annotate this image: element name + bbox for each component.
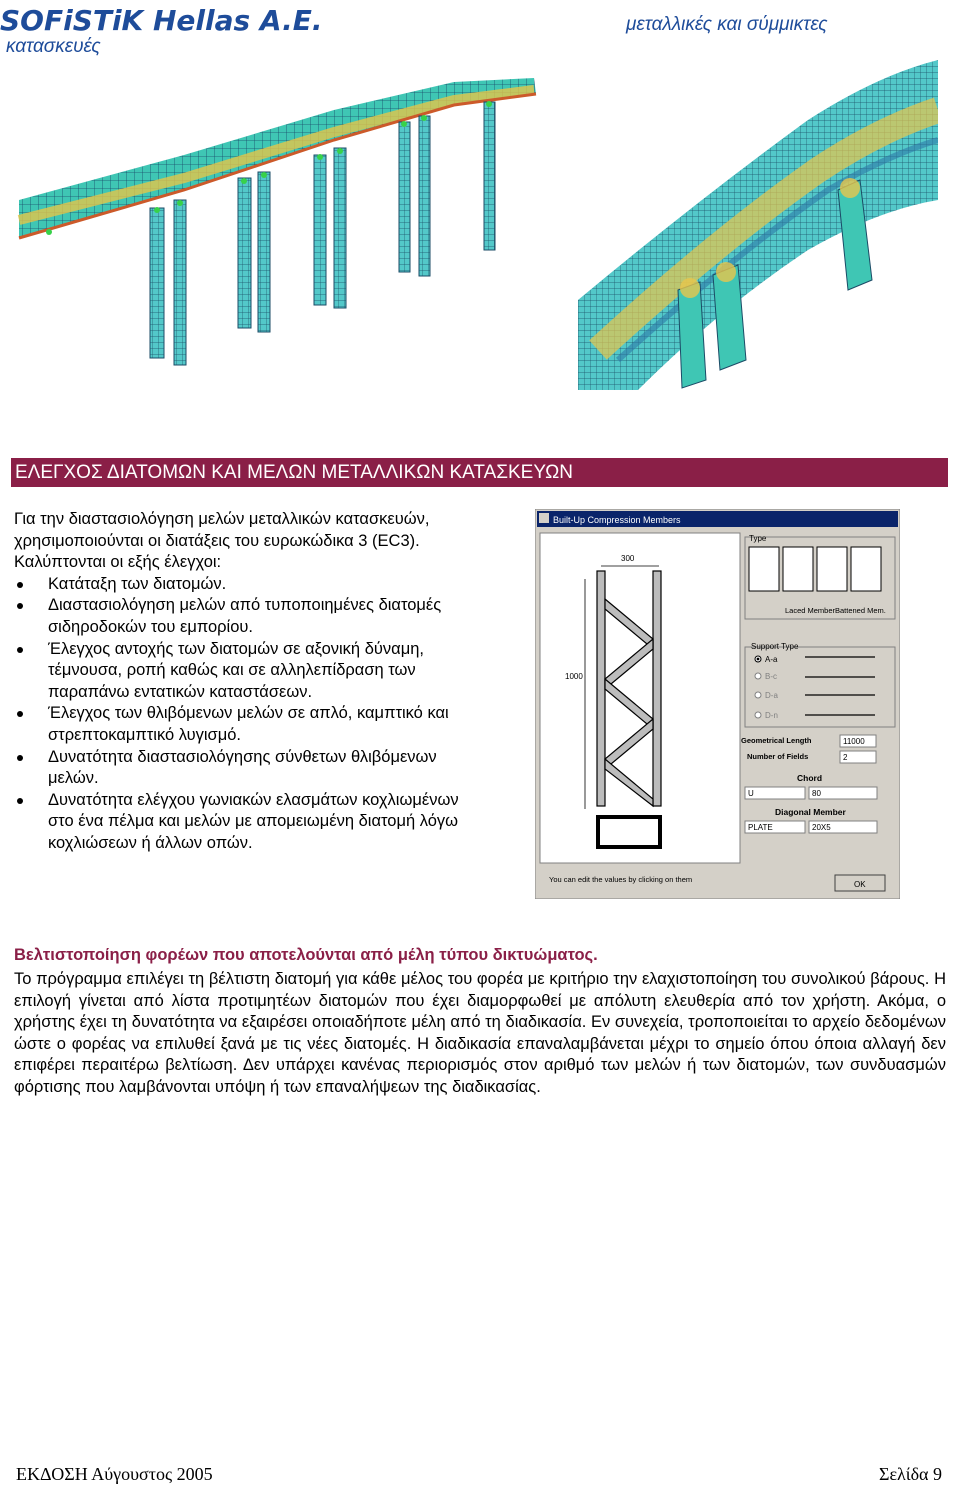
- chord-size-value: 80: [812, 789, 821, 798]
- optimization-subheading: Βελτιστοποίηση φορέων που αποτελούνται από μέλη τύπου δικτυώματος.: [14, 946, 598, 964]
- truss-detail-figure: [578, 60, 938, 390]
- builtup-members-dialog: [535, 509, 900, 899]
- intro-paragraph: Για την διαστασιολόγηση μελών μεταλλικών κατασκευών, χρησιμοποιούνται οι διατάξεις του ευρωκώδικα 3 (EC3).: [14, 510, 430, 550]
- num-fields-value: 2: [843, 753, 848, 762]
- checks-list: [14, 574, 484, 855]
- support-type-label: Support Type: [751, 642, 799, 651]
- type-option-3[interactable]: [817, 547, 847, 591]
- diagonal-type-value: PLATE: [748, 823, 773, 832]
- support-option-a[interactable]: A-a: [765, 655, 778, 664]
- header-right-caption: μεταλλικές και σύμμικτες: [626, 14, 828, 35]
- list-item: Έλεγχος των θλιβόμενων μελών σε απλό, καμπτικό και στρεπτοκαμπτικό λυγισμό.: [14, 703, 484, 746]
- geom-length-label: Geometrical Length: [741, 736, 812, 745]
- list-item: Δυνατότητα διαστασιολόγησης σύνθετων θλιβόμενων μελών.: [14, 747, 484, 790]
- list-item: Κατάταξη των διατομών.: [14, 574, 484, 596]
- list-item: Διαστασιολόγηση μελών από τυποποιημένες διατομές σιδηροδοκών του εμπορίου.: [14, 595, 484, 638]
- diagonal-label: Diagonal Member: [775, 807, 846, 817]
- ok-button-label: OK: [854, 880, 866, 889]
- section-title-banner: ΕΛΕΓΧΟΣ ΔΙΑΤΟΜΩΝ ΚΑΙ ΜΕΛΩΝ ΜΕΤΑΛΛΙΚΩΝ ΚΑΤΑΣΚΕΥΩΝ: [11, 458, 948, 487]
- type-option-1[interactable]: [749, 547, 779, 591]
- optimization-paragraph: Το πρόγραμμα επιλέγει τη βέλτιστη διατομή για κάθε μέλος του φορέα με κριτήριο την ελαχιστοποίηση του συνολικού βάρους. Η επιλογή γίνεται από λίστα προτιμητέων διατομών που έχει διαμορφωθεί με απόλυτη ελευθερία από τον χρήστη. Ακόμα, ο χρήστης έχει τη δυνατότητα να εξαιρέσει οποιαδήποτε μέλη από τη διαδικασία. Εν συνεχεία, τροποποιείται το αρχείο δεδομένων ώστε ο φορέας να επιλυθεί ξανά με τις νέες διατομές. Η διαδικασία επαναλαμβάνεται μέχρι το σημείο όπου όποια αλλαγή δεν επιφέρει περαιτέρω βελτίωση. Δεν υπάρχει κανένας περιορισμός στον αριθμό των μελών ή των διατομών, των συνδυασμών φόρτισης που λαμβάνονται υπόψη ή των επαναλήψεων της διαδικασίας.: [14, 970, 946, 1096]
- type-option-2[interactable]: [783, 547, 813, 591]
- list-item: Έλεγχος αντοχής των διατομών σε αξονική δύναμη, τέμνουσα, ροπή καθώς και σε αλληλεπίδραση των παραπάνω εντατικών καταστάσεων.: [14, 639, 484, 704]
- intro-block: [14, 509, 484, 855]
- bridge-model-figure: [14, 60, 554, 390]
- dialog-hint: You can edit the values by clicking on them: [549, 875, 693, 884]
- dim-top-label: 300: [621, 554, 635, 563]
- type-group-label: Type: [749, 534, 767, 543]
- company-logo: SOFiSTiK Hellas A.E.: [0, 4, 323, 37]
- support-option-c[interactable]: D-a: [765, 691, 778, 700]
- laced-member-label: Laced Member: [785, 606, 836, 615]
- support-option-d[interactable]: D-n: [765, 711, 778, 720]
- chord-type-value: U: [748, 789, 754, 798]
- dim-left-label: 1000: [565, 672, 583, 681]
- diagonal-size-value: 20X5: [812, 823, 831, 832]
- chord-type-select[interactable]: [745, 787, 805, 799]
- list-item: Δυνατότητα ελέγχου γωνιακών ελασμάτων κοχλιωμένων στο ένα πέλμα και μελών με απομειωμένη διατομή λόγω κοχλιώσεων ή άλλων οπών.: [14, 790, 484, 855]
- battened-member-label: Battened Mem.: [835, 606, 886, 615]
- geom-length-value: 11000: [843, 737, 865, 746]
- footer-page-number: Σελίδα 9: [878, 1464, 942, 1484]
- num-fields-label: Number of Fields: [747, 752, 809, 761]
- type-option-4[interactable]: [851, 547, 881, 591]
- chord-label: Chord: [797, 773, 823, 783]
- footer-edition: ΕΚΔΟΣΗ Αύγουστος 2005: [16, 1464, 213, 1484]
- checks-label: Καλύπτονται οι εξής έλεγχοι:: [14, 553, 222, 572]
- support-option-b[interactable]: B-c: [765, 672, 777, 681]
- header-left-caption: κατασκευές: [6, 36, 101, 57]
- dialog-title: Built-Up Compression Members: [553, 515, 681, 525]
